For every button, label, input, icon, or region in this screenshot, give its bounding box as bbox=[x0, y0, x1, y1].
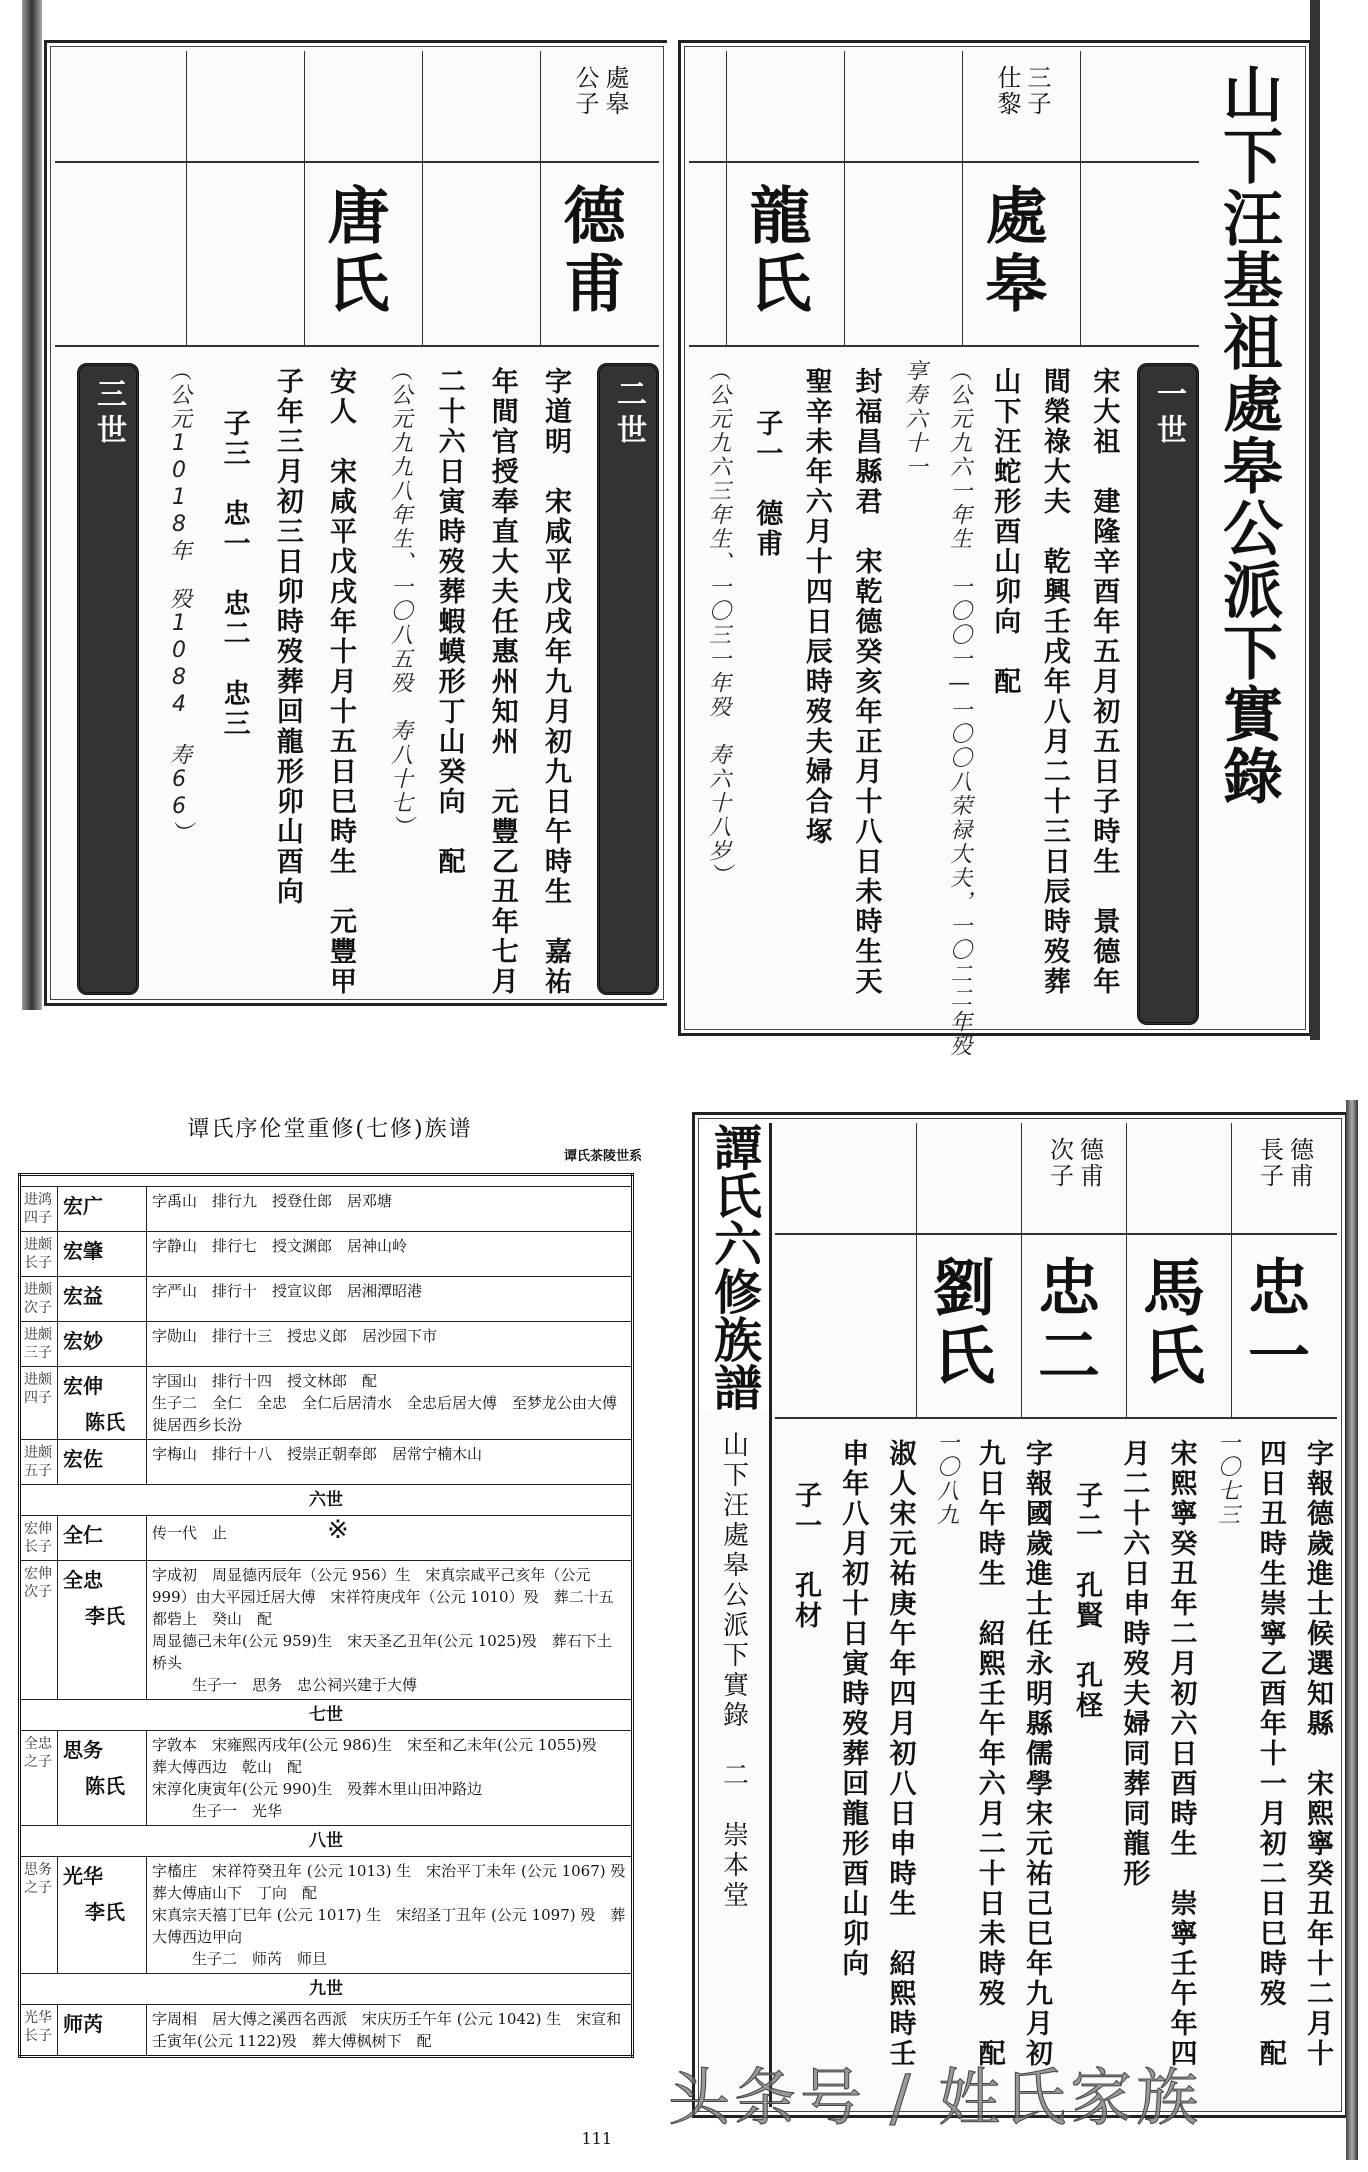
generation-label: 九世 bbox=[20, 1974, 633, 2005]
table-row bbox=[20, 1857, 633, 1974]
name-cell bbox=[58, 1322, 147, 1367]
generation-badge: 一世 bbox=[1137, 363, 1199, 1025]
sons-line: 子一 孔材 bbox=[790, 1481, 822, 1631]
cell-divider bbox=[1021, 1123, 1022, 1233]
person-name: 劉氏 bbox=[922, 1255, 996, 1391]
book-side-caption: 山下汪處皋公派下實錄 二 崇本堂 bbox=[718, 1431, 749, 1911]
name-cell bbox=[58, 1731, 147, 1826]
book-spine bbox=[1310, 0, 1320, 1040]
description-cell bbox=[147, 1516, 633, 1561]
side-caption-column bbox=[699, 1123, 772, 2107]
description-text: 字敦本 宋雍熙丙戌年(公元 986)生 宋至和乙未年(公元 1055)殁 葬大傅西边 乾山 配 bbox=[152, 1736, 612, 1776]
name-cell bbox=[58, 1857, 147, 1974]
cell-divider bbox=[962, 51, 963, 161]
generation-badge-column bbox=[1137, 349, 1199, 1025]
book-side-title: 譚氏六修族譜 bbox=[700, 1123, 769, 1411]
name-cell bbox=[58, 1367, 147, 1440]
person-name: 馬氏 bbox=[1132, 1255, 1206, 1391]
description-line bbox=[152, 1190, 626, 1212]
page-number: 111 bbox=[581, 2129, 612, 2148]
record-text-column: 山下汪蛇形酉山卯向 配 bbox=[989, 367, 1021, 697]
cell-divider bbox=[1231, 1123, 1232, 1233]
column-gap bbox=[194, 349, 211, 995]
table-row bbox=[20, 1561, 633, 1700]
genealogy-page-bottom-right bbox=[692, 1112, 1348, 2118]
generation-badge-column bbox=[72, 349, 139, 995]
column-gap bbox=[919, 1421, 930, 2107]
description-text: 字勋山 排行十三 授忠义郎 居沙园下市 bbox=[152, 1327, 438, 1345]
description-line bbox=[152, 1392, 626, 1436]
relation-cell: 进鸿四子 bbox=[20, 1187, 58, 1232]
name-row bbox=[775, 1235, 1337, 1419]
relation-cell: 进颇次子 bbox=[20, 1277, 58, 1322]
generation-badge: 二世 bbox=[597, 363, 659, 995]
description-line bbox=[152, 1734, 626, 1778]
relation-cell: 进颇四子 bbox=[20, 1367, 58, 1440]
generation-header-row bbox=[20, 1974, 633, 2005]
relation-label: 三子 仕黎 bbox=[993, 65, 1051, 143]
cell-divider bbox=[540, 163, 541, 345]
generation-badge-column bbox=[592, 349, 659, 995]
generation-header-row bbox=[20, 1826, 633, 1857]
name-cell bbox=[58, 1440, 147, 1485]
cell-divider bbox=[1080, 163, 1081, 345]
table-row bbox=[20, 1516, 633, 1561]
description-text: 周显德己未年(公元 959)生 宋天圣乙丑年(公元 1025)殁 葬石下土桥头 bbox=[152, 1632, 612, 1672]
record-text-column: 子年三月初三日卯時歿葬回龍形卯山酉向 bbox=[271, 367, 303, 907]
lineage-table bbox=[18, 1173, 641, 2058]
person-name: 光华 bbox=[63, 1864, 103, 1888]
description-cell bbox=[147, 1731, 633, 1826]
relation-label: 處皋 公子 bbox=[571, 65, 629, 143]
cell-divider bbox=[1126, 1123, 1127, 1233]
table-row bbox=[20, 1367, 633, 1440]
relation-cell: 思务之子 bbox=[20, 1857, 58, 1974]
person-name: 忠二 bbox=[1027, 1255, 1101, 1391]
description-line bbox=[152, 1443, 626, 1465]
description-line bbox=[152, 1860, 641, 1904]
column-gap bbox=[689, 349, 703, 1025]
table-top-rule bbox=[20, 1175, 633, 1187]
column-gap bbox=[1200, 1421, 1211, 2107]
description-cell bbox=[147, 1277, 633, 1322]
cell-divider bbox=[844, 51, 845, 161]
name-row bbox=[55, 163, 659, 347]
description-line bbox=[152, 2008, 626, 2052]
record-text-column: 九日午時生 紹熙壬午年六月二十日未時歿 配 bbox=[973, 1439, 1005, 2069]
sons-line: 子三 忠一 忠二 忠三 bbox=[218, 409, 250, 739]
table-row bbox=[20, 1731, 633, 1826]
column-gap bbox=[930, 349, 944, 1025]
record-text-column: 封福昌縣君 宋乾德癸亥年正月十八日未時生天 bbox=[850, 367, 882, 997]
table-row bbox=[20, 1440, 633, 1485]
book-spine bbox=[1346, 1100, 1358, 2160]
annotation-mark: ※ bbox=[327, 1515, 349, 1545]
cell-divider bbox=[422, 163, 423, 345]
header-row bbox=[689, 51, 1199, 163]
handwritten-note: （公元九九八年生、一〇八五殁 寿八十七） bbox=[387, 359, 413, 839]
description-cell bbox=[147, 2005, 633, 2057]
header-row bbox=[55, 51, 659, 163]
handwritten-note: 一〇八九 bbox=[933, 1431, 959, 1527]
sons-line: 子一 德甫 bbox=[751, 409, 783, 559]
name-row bbox=[689, 163, 1199, 347]
record-text-column: 安人 宋咸平戊戌年十月十五日巳時生 元豐甲 bbox=[325, 367, 357, 997]
person-name: 思务 bbox=[63, 1738, 103, 1762]
table-row bbox=[20, 1277, 633, 1322]
description-line bbox=[152, 1280, 626, 1302]
description-line bbox=[152, 1235, 626, 1257]
generation-label: 六世 bbox=[20, 1485, 633, 1516]
sons-line: 生子一 思务 忠公祠兴建于大傅 bbox=[192, 1676, 418, 1694]
book-title: 谭氏序伦堂重修(七修)族谱 bbox=[187, 1117, 473, 1142]
column-gap bbox=[1123, 349, 1137, 1025]
name-cell bbox=[58, 1561, 147, 1700]
description-cell bbox=[147, 1440, 633, 1485]
page-title: 山下汪基祖處皋公派下實錄 bbox=[1213, 63, 1283, 807]
column-gap bbox=[360, 349, 377, 995]
generation-header-row bbox=[20, 1700, 633, 1731]
wife-name: 李氏 bbox=[85, 1900, 125, 1924]
description-text: 宋真宗天禧丁巳年 (公元 1017) 生 宋绍圣丁丑年 (公元 1097) 殁 葬大傅西边甲向 bbox=[152, 1906, 626, 1946]
sons-line: 生子二 师芮 师旦 bbox=[192, 1950, 328, 1968]
header-row bbox=[775, 1123, 1337, 1235]
description-text: 字槒庄 宋祥符癸丑年 (公元 1013) 生 宋治平丁未年 (公元 1067) 殁 葬大傅庙山下 丁向 配 bbox=[152, 1862, 641, 1902]
column-gap bbox=[775, 1421, 786, 2107]
description-text: 传一代 止 bbox=[152, 1524, 228, 1542]
description-text: 字成初 周显德丙辰年（公元 956）生 宋真宗咸平己亥年（公元 999）由大平园迁居大傅 宋祥符庚戌年（公元 1010）殁 葬二十五都砦上 癸山 配 bbox=[152, 1566, 614, 1628]
generation-badge: 三世 bbox=[77, 363, 139, 995]
description-text: 字静山 排行七 授文渊郎 居神山岭 bbox=[152, 1237, 408, 1255]
handwritten-note: （公元九六三年生、一〇三一年殁 寿六十八岁） bbox=[705, 359, 731, 887]
handwritten-note: （公元1018年 殁1084 寿66） bbox=[166, 359, 192, 845]
printed-genealogy-page bbox=[0, 1090, 660, 2170]
description-text: 字严山 排行十 授宣议郎 居湘潭昭港 bbox=[152, 1282, 423, 1300]
person-name: 唐氏 bbox=[317, 183, 390, 319]
description-text: 宋淳化庚寅年(公元 990)生 殁葬木里山田冲路边 bbox=[152, 1780, 483, 1798]
record-text-column: 聖辛未年六月十四日辰時歿夫婦合塚 bbox=[800, 367, 832, 847]
person-name: 宏肇 bbox=[63, 1239, 103, 1263]
person-name: 宏广 bbox=[63, 1194, 103, 1218]
record-text-column: 四日丑時生崇寧乙酉年十一月初二日巳時歿 配 bbox=[1254, 1439, 1286, 2069]
description-line bbox=[152, 1564, 626, 1630]
cell-divider bbox=[916, 1123, 917, 1233]
relation-cell: 进颇长子 bbox=[20, 1232, 58, 1277]
person-name: 全仁 bbox=[63, 1523, 103, 1547]
description-line bbox=[152, 1904, 626, 1948]
record-body bbox=[775, 1421, 1337, 2107]
name-cell bbox=[58, 1232, 147, 1277]
relation-label: 德甫 次子 bbox=[1045, 1137, 1104, 1215]
column-gap bbox=[139, 349, 156, 995]
description-line bbox=[152, 1370, 626, 1392]
description-cell bbox=[147, 1232, 633, 1277]
record-text-column: 字報國歲進士任永明縣儒學宋元祐己巳年九月初 bbox=[1020, 1439, 1052, 2069]
sons-line: 生子一 光华 bbox=[192, 1802, 283, 1820]
table-row bbox=[20, 1232, 633, 1277]
column-gap bbox=[575, 349, 592, 995]
column-gap bbox=[1056, 1421, 1067, 2107]
description-text: 生子二 全仁 全忠 全仁后居清水 全忠后居大傅 至梦龙公由大傅徙居西乡长汾 bbox=[152, 1394, 618, 1434]
relation-label: 德甫 長子 bbox=[1255, 1137, 1314, 1215]
record-text-column: 二十六日寅時歿葬蝦蟆形丁山癸向 配 bbox=[433, 367, 465, 877]
record-text-column: 宋大祖 建隆辛酉年五月初五日子時生 景德年 bbox=[1088, 367, 1120, 997]
relation-cell: 光华长子 bbox=[20, 2005, 58, 2057]
relation-cell: 全忠之子 bbox=[20, 1731, 58, 1826]
person-name: 忠一 bbox=[1237, 1255, 1311, 1391]
record-text-column: 宋熙寧癸丑年二月初六日酉時生 崇寧壬午年四 bbox=[1165, 1439, 1197, 2069]
column-gap bbox=[55, 349, 72, 995]
wife-name: 李氏 bbox=[85, 1604, 125, 1628]
record-body bbox=[55, 349, 659, 995]
record-body bbox=[689, 349, 1199, 1058]
person-name: 宏益 bbox=[63, 1284, 103, 1308]
cell-divider bbox=[422, 51, 423, 161]
table-row bbox=[20, 2005, 633, 2057]
name-cell bbox=[58, 1516, 147, 1561]
cell-divider bbox=[304, 163, 305, 345]
column-gap bbox=[734, 349, 748, 1025]
cell-divider bbox=[1080, 51, 1081, 161]
spacer bbox=[20, 1175, 633, 1187]
relation-cell: 进颇三子 bbox=[20, 1322, 58, 1367]
description-cell bbox=[147, 1322, 633, 1367]
cell-divider bbox=[186, 163, 187, 345]
record-text-column: 申年八月初十日寅時歿葬回龍形酉山卯向 bbox=[837, 1439, 869, 1979]
description-text: 字禹山 排行九 授登仕郎 居邓塘 bbox=[152, 1192, 393, 1210]
name-cell bbox=[58, 1187, 147, 1232]
person-name: 龍氏 bbox=[739, 183, 812, 319]
genealogy-page-top-right bbox=[678, 40, 1312, 1058]
description-line bbox=[152, 1515, 626, 1545]
watermark: 头条号 / 姓氏家族 bbox=[668, 2061, 1203, 2134]
description-line bbox=[152, 1778, 626, 1800]
description-text: 字国山 排行十四 授文林郎 配 bbox=[152, 1372, 378, 1390]
record-text-column: 月二十六日申時歿夫婦同葬同龍形 bbox=[1118, 1439, 1150, 1889]
handwritten-note: 享寿六十一 bbox=[902, 359, 928, 479]
table-row bbox=[20, 1187, 633, 1232]
description-text: 字周相 居大傅之溪西名西派 宋庆历壬午年 (公元 1042) 生 宋宣和壬寅年(公元 1122)殁 葬大傅枫树下 配 bbox=[152, 2010, 622, 2050]
description-cell bbox=[147, 1187, 633, 1232]
column-gap bbox=[885, 349, 899, 1025]
cell-divider bbox=[726, 51, 727, 161]
book-subtitle: 谭氏茶陵世系 bbox=[563, 1149, 642, 1164]
person-name: 宏佐 bbox=[63, 1447, 103, 1471]
generation-header-row bbox=[20, 1485, 633, 1516]
wife-name: 陈氏 bbox=[85, 1774, 125, 1798]
generation-label: 七世 bbox=[20, 1700, 633, 1731]
description-cell bbox=[147, 1857, 641, 1974]
cell-divider bbox=[186, 51, 187, 161]
description-cell bbox=[147, 1367, 633, 1440]
sons-line: 子二 孔賢 孔柽 bbox=[1071, 1481, 1103, 1721]
description-line bbox=[152, 1630, 626, 1674]
relation-cell: 宏伸次子 bbox=[20, 1561, 58, 1700]
description-line bbox=[152, 1325, 626, 1347]
cell-divider bbox=[540, 51, 541, 161]
person-name: 全忠 bbox=[63, 1568, 103, 1592]
cell-divider bbox=[962, 163, 963, 345]
name-cell bbox=[58, 1277, 147, 1322]
record-text-column: 淑人宋元祐庚午年四月初八日申時生 紹熙時壬 bbox=[884, 1439, 916, 2069]
relation-cell: 进颇五子 bbox=[20, 1440, 58, 1485]
record-text-column: 年間官授奉直大夫任惠州知州 元豐乙丑年七月 bbox=[486, 367, 518, 997]
description-text: 字梅山 排行十八 授崇正朝奉郎 居常宁楠木山 bbox=[152, 1445, 483, 1463]
cell-divider bbox=[304, 51, 305, 161]
cell-divider bbox=[844, 163, 845, 345]
book-spine bbox=[22, 0, 42, 1010]
table-row bbox=[20, 1322, 633, 1367]
wife-name: 陈氏 bbox=[85, 1410, 125, 1434]
person-name: 德甫 bbox=[553, 183, 626, 319]
name-cell bbox=[58, 2005, 147, 2057]
cell-divider bbox=[726, 163, 727, 345]
relation-cell: 宏伸长子 bbox=[20, 1516, 58, 1561]
generation-label: 八世 bbox=[20, 1826, 633, 1857]
record-text-column: 字道明 宋咸平戊戌年九月初九日午時生 嘉祐 bbox=[539, 367, 571, 997]
record-text-column: 字報德歲進士候選知縣 宋熙寧癸丑年十二月十 bbox=[1302, 1439, 1333, 2069]
person-name: 宏妙 bbox=[63, 1329, 103, 1353]
person-name: 师芮 bbox=[63, 2012, 103, 2036]
handwritten-note: （公元九六一年生 一〇〇一—一〇〇八荣禄大夫，一〇二二年殁 bbox=[946, 359, 972, 1058]
genealogy-page-top-left bbox=[44, 40, 667, 1006]
person-name: 宏伸 bbox=[63, 1374, 103, 1398]
handwritten-note: 一〇七三 bbox=[1214, 1431, 1240, 1527]
person-name: 處皋 bbox=[975, 183, 1048, 319]
description-cell bbox=[147, 1561, 633, 1700]
record-text-column: 間榮祿大夫 乾興壬戌年八月二十三日辰時歿葬 bbox=[1038, 367, 1070, 997]
